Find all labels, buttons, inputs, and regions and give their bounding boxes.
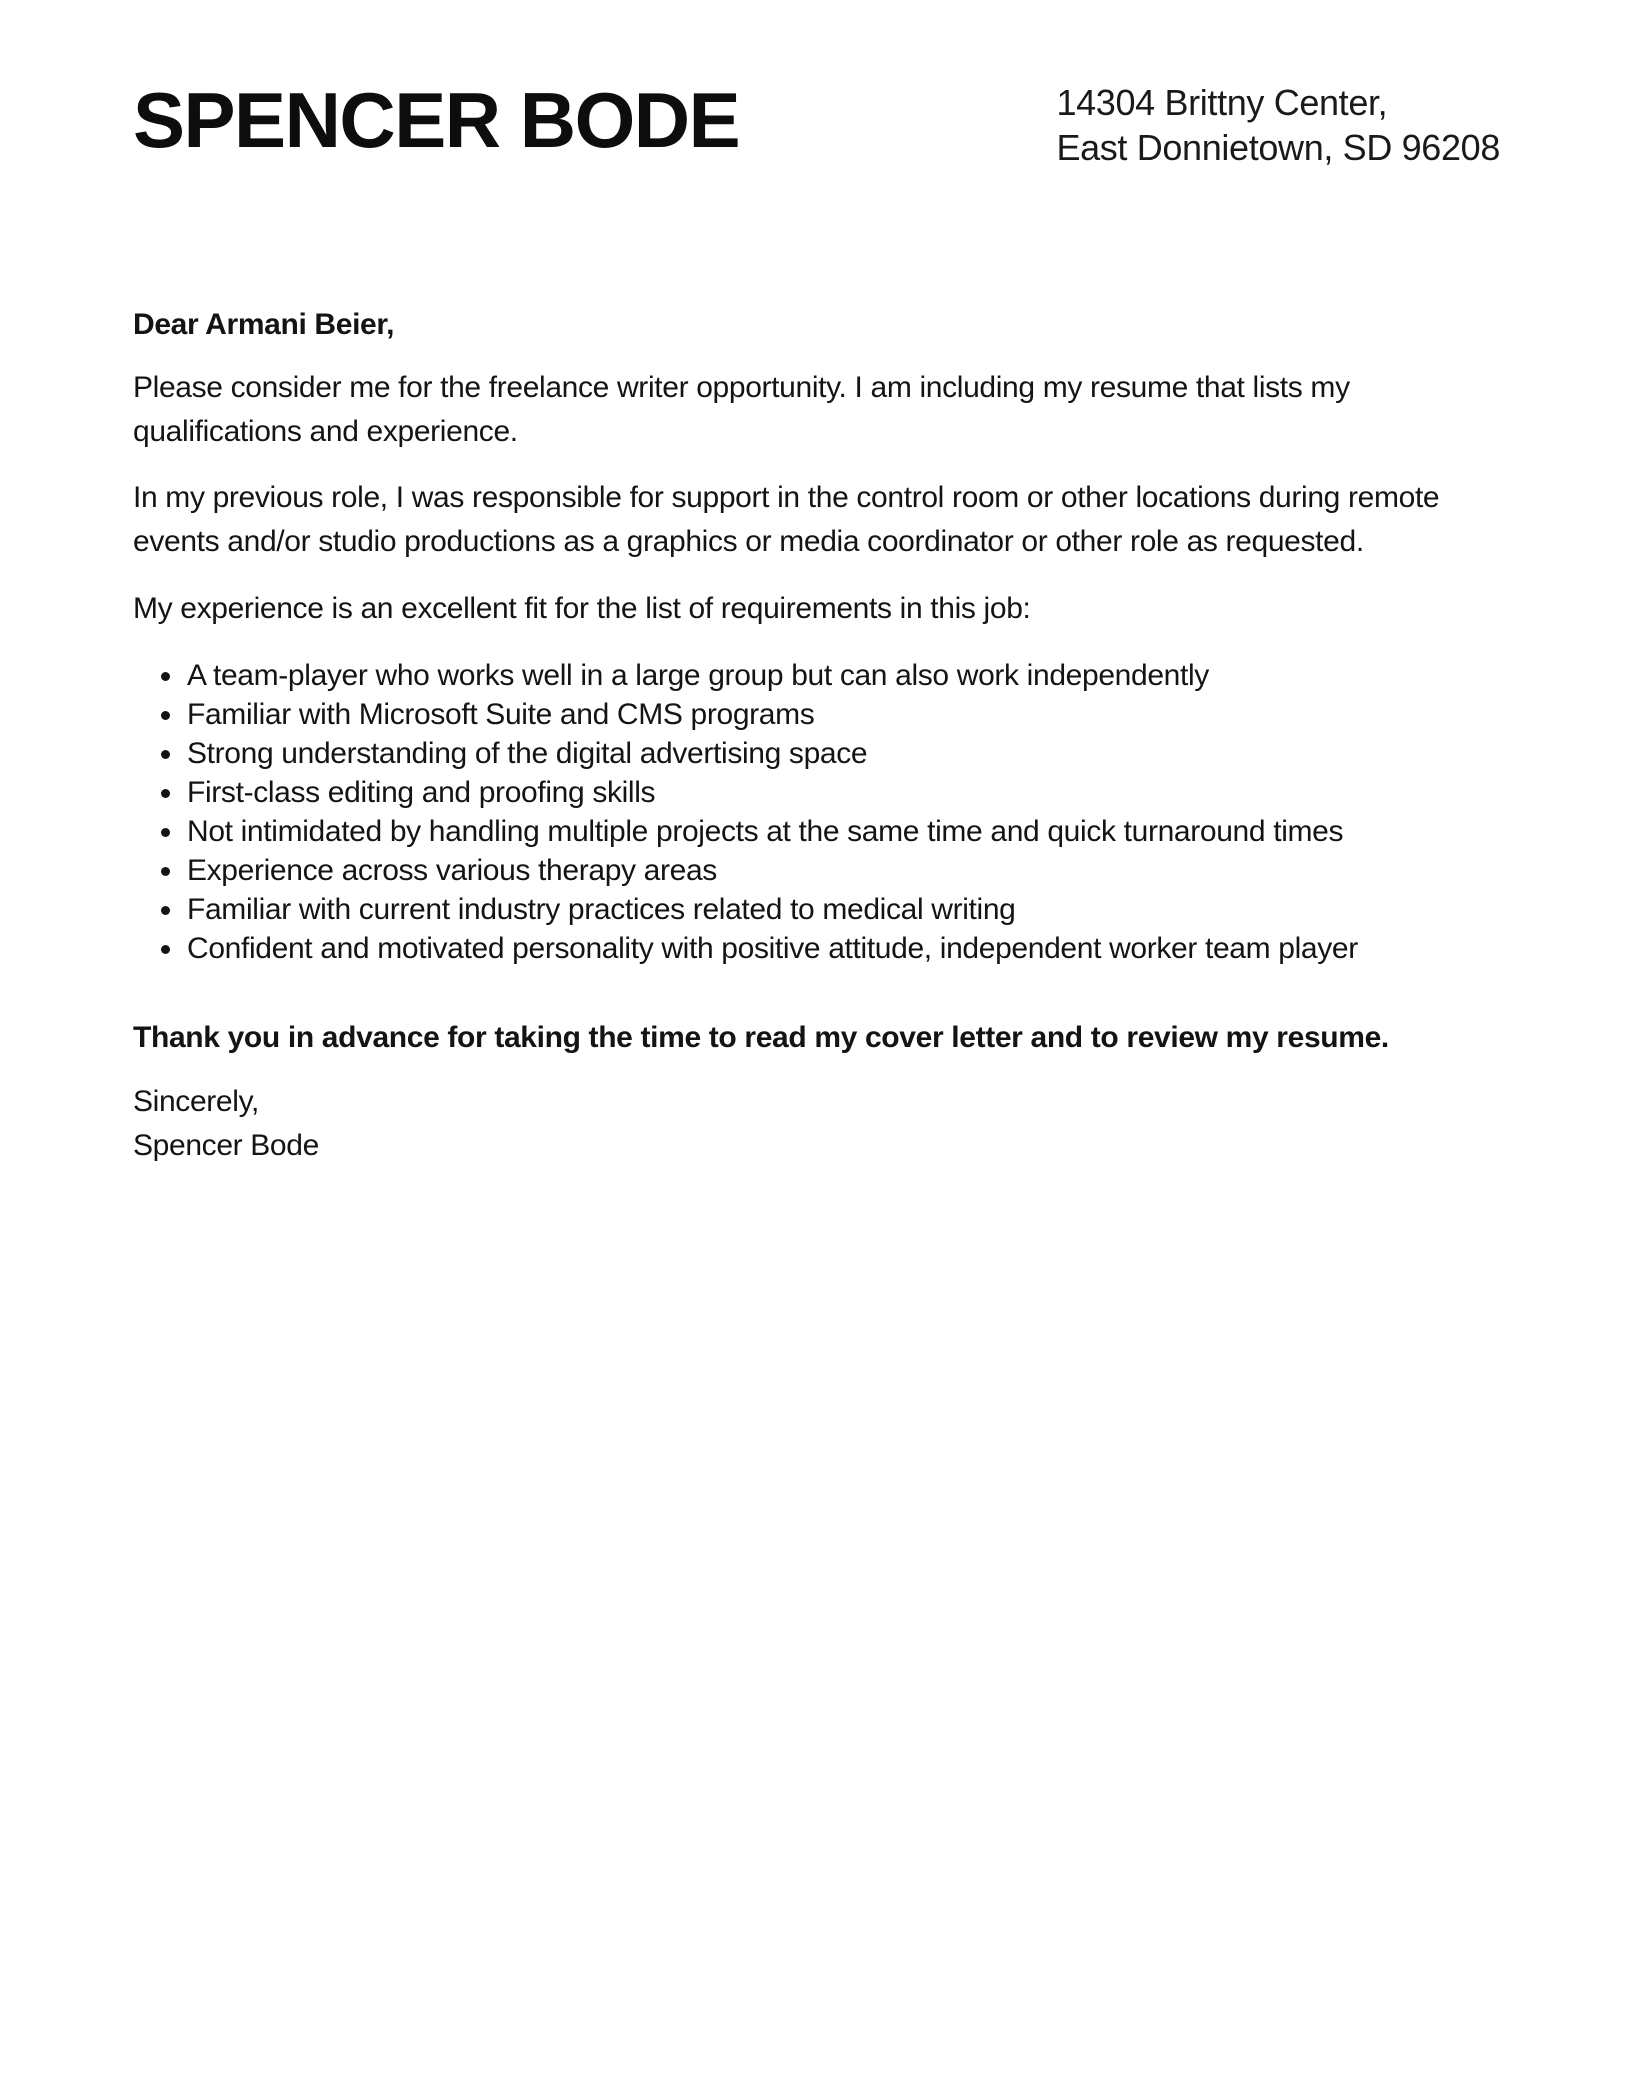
letter-body: [133, 303, 1513, 1168]
requirement-item: • Familiar with Microsoft Suite and CMS programs: [185, 695, 1513, 734]
salutation: Dear Armani Beier,: [133, 308, 395, 341]
signoff: Sincerely,: [133, 1085, 259, 1118]
requirement-item: • Not intimidated by handling multiple projects at the same time and quick turnaround times: [185, 812, 1513, 851]
paragraph-previous-role: In my previous role, I was responsible for support in the control room or other locations during remote events and/or studio productions as a graphics or media coordinator or other role as requested.: [133, 481, 1440, 558]
requirement-item: • Confident and motivated personality with positive attitude, independent worker team player: [185, 929, 1513, 968]
letter-header: [133, 0, 1513, 170]
address-line-1: 14304 Brittny Center,: [1056, 82, 1388, 123]
sender-name: SPENCER BODE: [133, 76, 740, 164]
closing-statement: Thank you in advance for taking the time to read my cover letter and to review my resume.: [133, 1021, 1389, 1054]
page-content: [133, 0, 1513, 1168]
requirement-item: • Strong understanding of the digital advertising space: [185, 734, 1513, 773]
paragraph-requirements-intro: My experience is an excellent fit for the list of requirements in this job:: [133, 592, 1031, 625]
requirement-item: • First-class editing and proofing skills: [185, 773, 1513, 812]
requirements-list: [133, 656, 1513, 968]
address-line-2: East Donnietown, SD 96208: [1056, 127, 1500, 168]
requirement-item: • A team-player who works well in a large group but can also work independently: [185, 656, 1513, 695]
requirement-item: • Familiar with current industry practices related to medical writing: [185, 890, 1513, 929]
sender-address: [1056, 80, 1500, 170]
paragraph-introduction: Please consider me for the freelance writer opportunity. I am including my resume that lists my qualifications and experience.: [133, 371, 1350, 448]
signoff-block: [133, 1080, 1513, 1168]
signature-name: Spencer Bode: [133, 1129, 319, 1162]
requirement-item: • Experience across various therapy areas: [185, 851, 1513, 890]
